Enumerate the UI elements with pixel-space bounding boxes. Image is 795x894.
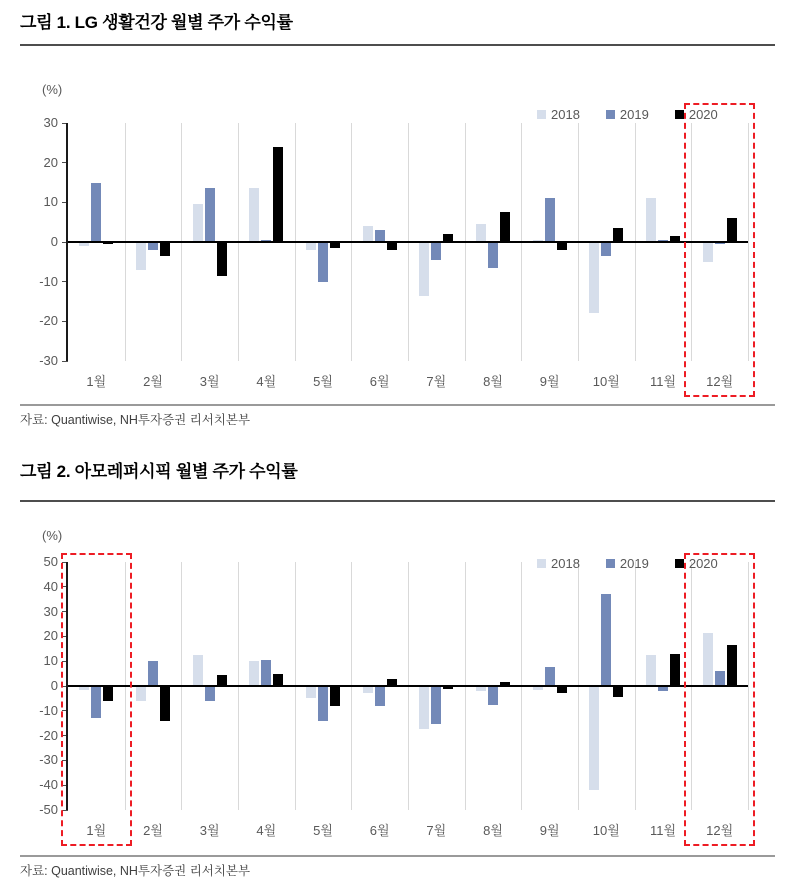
figure-2-source: 자료: Quantiwise, NH투자증권 리서치본부	[20, 864, 251, 878]
y-axis-unit-label: (%)	[42, 528, 63, 543]
y-tick-label: -10	[39, 273, 58, 289]
x-axis-label: 10월	[592, 374, 620, 389]
bar-2019-7월	[431, 686, 441, 724]
bar-2019-8월	[488, 686, 498, 705]
x-axis-label: 4월	[256, 374, 277, 389]
x-axis-label: 5월	[313, 823, 333, 838]
y-tick-label: -30	[39, 752, 58, 768]
bar-2019-6월	[375, 686, 385, 706]
y-tick-label: 30	[43, 115, 58, 130]
y-tick-label: -10	[39, 702, 58, 718]
y-tick-label: 40	[43, 578, 58, 594]
bar-2019-3월	[205, 686, 215, 701]
x-axis-label: 6월	[369, 823, 390, 838]
x-axis-label: 11월	[649, 823, 677, 838]
bar-2019-9월	[545, 667, 555, 686]
bar-2018-5월	[306, 686, 316, 698]
figure-2-source-rule	[20, 855, 775, 857]
bar-2020-9월	[557, 686, 567, 693]
bar-2018-2월	[136, 686, 146, 701]
x-axis-label: 10월	[592, 823, 620, 838]
x-axis-line	[68, 685, 748, 687]
y-tick-label: 50	[43, 554, 58, 569]
y-tick-label: 20	[43, 154, 58, 170]
x-axis-label: 12월	[706, 374, 734, 389]
bar-2018-3월	[193, 655, 203, 686]
x-axis-label: 3월	[199, 823, 220, 838]
bar-2020-5월	[330, 686, 340, 706]
legend-swatch-icon	[606, 559, 615, 568]
bar-2018-6월	[363, 686, 373, 693]
highlight-box-1월	[61, 553, 132, 846]
x-axis-label: 6월	[369, 374, 390, 389]
figure-1-title: 그림 1. LG 생활건강 월별 주가 수익률	[20, 13, 293, 32]
y-tick-label: 0	[50, 234, 58, 249]
x-axis-label: 3월	[199, 374, 220, 389]
legend-swatch-icon	[537, 559, 546, 568]
bar-2019-10월	[601, 594, 611, 686]
bar-2019-2월	[148, 661, 158, 686]
bar-2018-7월	[419, 686, 429, 729]
legend-swatch-icon	[675, 559, 684, 568]
x-axis-label: 8월	[483, 823, 503, 838]
bar-2018-10월	[589, 686, 599, 790]
x-axis-label: 2월	[143, 823, 163, 838]
figure-2-title: 그림 2. 아모레퍼시픽 월별 주가 수익률	[20, 462, 298, 481]
y-tick-label: -30	[39, 353, 58, 368]
y-tick-label: 10	[43, 194, 58, 210]
y-axis-unit-label: (%)	[42, 82, 63, 97]
x-axis-label: 4월	[256, 823, 277, 838]
x-axis-label: 7월	[426, 823, 447, 838]
bar-2018-4월	[249, 661, 259, 686]
bar-2019-5월	[318, 686, 328, 721]
x-axis-label: 7월	[426, 374, 447, 389]
y-tick-label: -40	[39, 777, 58, 793]
figure-1-source: 자료: Quantiwise, NH투자증권 리서치본부	[20, 413, 251, 427]
y-tick-label: 30	[43, 603, 58, 619]
x-axis-label: 1월	[86, 374, 107, 389]
legend-label: 2020	[688, 107, 718, 122]
x-axis-label: 5월	[313, 374, 333, 389]
x-axis-label: 12월	[706, 823, 734, 838]
bar-2020-10월	[613, 686, 623, 697]
y-tick-label: -20	[39, 313, 58, 329]
bar-2020-11월	[670, 654, 680, 686]
y-tick-label: -20	[39, 727, 58, 743]
legend-label: 2020	[688, 556, 718, 571]
bar-2019-4월	[261, 660, 271, 686]
x-axis-label: 9월	[539, 374, 560, 389]
bar-2020-2월	[160, 686, 170, 721]
y-tick-label: -50	[39, 802, 58, 817]
y-tick-label: 0	[50, 678, 58, 693]
x-axis-label: 9월	[539, 823, 560, 838]
legend-item-2018	[537, 556, 580, 571]
x-axis-label: 1월	[86, 823, 107, 838]
x-axis-label: 11월	[649, 374, 677, 389]
legend-item-2019	[606, 556, 649, 571]
legend-label: 2018	[551, 107, 580, 122]
y-tick-label: 10	[43, 653, 58, 669]
x-axis-label: 2월	[143, 374, 163, 389]
y-tick-label: 20	[43, 628, 58, 644]
legend-label: 2018	[551, 556, 580, 571]
bar-2018-11월	[646, 655, 656, 686]
legend-label: 2019	[619, 556, 649, 571]
highlight-box-12월	[684, 553, 755, 846]
x-axis-label: 8월	[483, 374, 503, 389]
legend-label: 2019	[619, 107, 649, 122]
